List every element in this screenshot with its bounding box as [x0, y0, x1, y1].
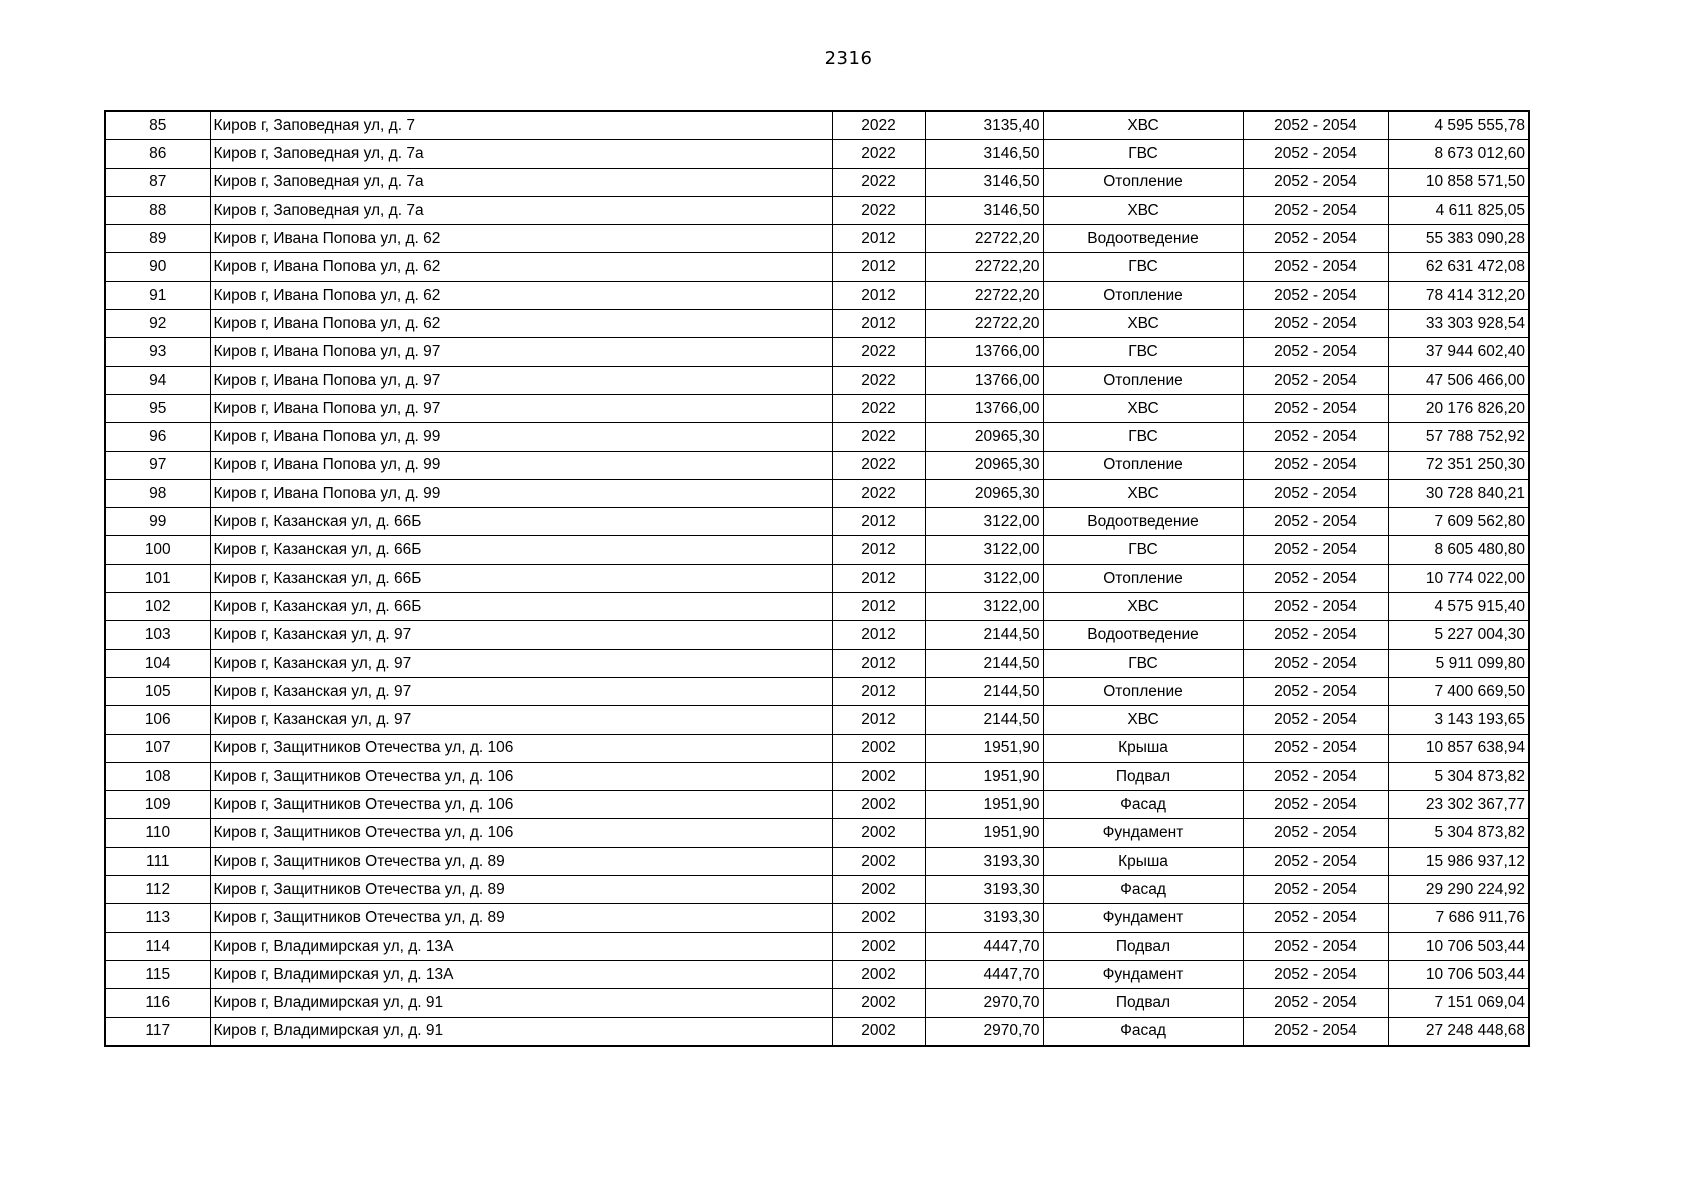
cost-cell: 8 673 012,60 — [1388, 140, 1529, 168]
period-cell: 2052 - 2054 — [1243, 1017, 1388, 1046]
row-number-cell: 106 — [105, 706, 210, 734]
cost-cell: 27 248 448,68 — [1388, 1017, 1529, 1046]
year-cell: 2012 — [832, 621, 925, 649]
cost-cell: 57 788 752,92 — [1388, 423, 1529, 451]
table-row — [105, 649, 1529, 677]
period-cell: 2052 - 2054 — [1243, 932, 1388, 960]
period-cell: 2052 - 2054 — [1243, 621, 1388, 649]
area-cell: 2144,50 — [925, 621, 1043, 649]
area-cell: 3122,00 — [925, 508, 1043, 536]
work-type-cell: Фасад — [1043, 791, 1243, 819]
row-number-cell: 117 — [105, 1017, 210, 1046]
cost-cell: 72 351 250,30 — [1388, 451, 1529, 479]
table-row — [105, 310, 1529, 338]
work-type-cell: Водоотведение — [1043, 508, 1243, 536]
table-row — [105, 960, 1529, 988]
register-table — [104, 110, 1530, 1047]
area-cell: 4447,70 — [925, 932, 1043, 960]
year-cell: 2022 — [832, 366, 925, 394]
cost-cell: 10 706 503,44 — [1388, 932, 1529, 960]
period-cell: 2052 - 2054 — [1243, 593, 1388, 621]
row-number-cell: 94 — [105, 366, 210, 394]
cost-cell: 5 911 099,80 — [1388, 649, 1529, 677]
area-cell: 3122,00 — [925, 593, 1043, 621]
year-cell: 2022 — [832, 479, 925, 507]
table-row — [105, 536, 1529, 564]
year-cell: 2022 — [832, 140, 925, 168]
year-cell: 2022 — [832, 338, 925, 366]
period-cell: 2052 - 2054 — [1243, 225, 1388, 253]
area-cell: 3135,40 — [925, 111, 1043, 140]
cost-cell: 15 986 937,12 — [1388, 847, 1529, 875]
year-cell: 2012 — [832, 281, 925, 309]
year-cell: 2012 — [832, 649, 925, 677]
period-cell: 2052 - 2054 — [1243, 649, 1388, 677]
work-type-cell: ХВС — [1043, 479, 1243, 507]
period-cell: 2052 - 2054 — [1243, 819, 1388, 847]
row-number-cell: 103 — [105, 621, 210, 649]
year-cell: 2022 — [832, 451, 925, 479]
row-number-cell: 90 — [105, 253, 210, 281]
address-cell: Киров г, Защитников Отечества ул, д. 89 — [210, 847, 832, 875]
work-type-cell: Фундамент — [1043, 904, 1243, 932]
area-cell: 2144,50 — [925, 706, 1043, 734]
work-type-cell: Отопление — [1043, 564, 1243, 592]
area-cell: 2970,70 — [925, 989, 1043, 1017]
cost-cell: 3 143 193,65 — [1388, 706, 1529, 734]
period-cell: 2052 - 2054 — [1243, 111, 1388, 140]
row-number-cell: 114 — [105, 932, 210, 960]
cost-cell: 10 706 503,44 — [1388, 960, 1529, 988]
address-cell: Киров г, Казанская ул, д. 97 — [210, 677, 832, 705]
table-row — [105, 791, 1529, 819]
work-type-cell: ХВС — [1043, 196, 1243, 224]
row-number-cell: 105 — [105, 677, 210, 705]
table-row — [105, 621, 1529, 649]
row-number-cell: 98 — [105, 479, 210, 507]
cost-cell: 29 290 224,92 — [1388, 876, 1529, 904]
area-cell: 3146,50 — [925, 196, 1043, 224]
work-type-cell: ХВС — [1043, 310, 1243, 338]
work-type-cell: Водоотведение — [1043, 621, 1243, 649]
cost-cell: 8 605 480,80 — [1388, 536, 1529, 564]
table-row — [105, 819, 1529, 847]
area-cell: 2144,50 — [925, 649, 1043, 677]
work-type-cell: Отопление — [1043, 366, 1243, 394]
address-cell: Киров г, Ивана Попова ул, д. 97 — [210, 338, 832, 366]
year-cell: 2022 — [832, 168, 925, 196]
table-row — [105, 508, 1529, 536]
work-type-cell: Отопление — [1043, 451, 1243, 479]
cost-cell: 30 728 840,21 — [1388, 479, 1529, 507]
cost-cell: 7 400 669,50 — [1388, 677, 1529, 705]
address-cell: Киров г, Казанская ул, д. 66Б — [210, 536, 832, 564]
table-row — [105, 989, 1529, 1017]
period-cell: 2052 - 2054 — [1243, 451, 1388, 479]
year-cell: 2002 — [832, 791, 925, 819]
address-cell: Киров г, Казанская ул, д. 97 — [210, 649, 832, 677]
year-cell: 2002 — [832, 819, 925, 847]
year-cell: 2012 — [832, 593, 925, 621]
work-type-cell: Фундамент — [1043, 960, 1243, 988]
year-cell: 2012 — [832, 253, 925, 281]
area-cell: 3122,00 — [925, 564, 1043, 592]
table-row — [105, 847, 1529, 875]
work-type-cell: Подвал — [1043, 762, 1243, 790]
work-type-cell: Водоотведение — [1043, 225, 1243, 253]
area-cell: 3193,30 — [925, 876, 1043, 904]
period-cell: 2052 - 2054 — [1243, 791, 1388, 819]
year-cell: 2022 — [832, 111, 925, 140]
year-cell: 2012 — [832, 706, 925, 734]
address-cell: Киров г, Владимирская ул, д. 91 — [210, 989, 832, 1017]
year-cell: 2002 — [832, 734, 925, 762]
cost-cell: 10 774 022,00 — [1388, 564, 1529, 592]
period-cell: 2052 - 2054 — [1243, 876, 1388, 904]
address-cell: Киров г, Защитников Отечества ул, д. 106 — [210, 762, 832, 790]
table-row — [105, 593, 1529, 621]
period-cell: 2052 - 2054 — [1243, 536, 1388, 564]
cost-cell: 37 944 602,40 — [1388, 338, 1529, 366]
year-cell: 2002 — [832, 876, 925, 904]
period-cell: 2052 - 2054 — [1243, 734, 1388, 762]
year-cell: 2022 — [832, 196, 925, 224]
table-row — [105, 394, 1529, 422]
area-cell: 22722,20 — [925, 225, 1043, 253]
cost-cell: 10 857 638,94 — [1388, 734, 1529, 762]
table-row — [105, 423, 1529, 451]
work-type-cell: Фасад — [1043, 876, 1243, 904]
year-cell: 2002 — [832, 847, 925, 875]
period-cell: 2052 - 2054 — [1243, 423, 1388, 451]
work-type-cell: ГВС — [1043, 423, 1243, 451]
year-cell: 2012 — [832, 225, 925, 253]
table-row — [105, 876, 1529, 904]
work-type-cell: ГВС — [1043, 649, 1243, 677]
period-cell: 2052 - 2054 — [1243, 989, 1388, 1017]
period-cell: 2052 - 2054 — [1243, 394, 1388, 422]
period-cell: 2052 - 2054 — [1243, 508, 1388, 536]
address-cell: Киров г, Ивана Попова ул, д. 62 — [210, 225, 832, 253]
table-row — [105, 451, 1529, 479]
table-row — [105, 111, 1529, 140]
row-number-cell: 113 — [105, 904, 210, 932]
cost-cell: 10 858 571,50 — [1388, 168, 1529, 196]
cost-cell: 7 609 562,80 — [1388, 508, 1529, 536]
work-type-cell: ХВС — [1043, 394, 1243, 422]
period-cell: 2052 - 2054 — [1243, 564, 1388, 592]
cost-cell: 23 302 367,77 — [1388, 791, 1529, 819]
table-row — [105, 677, 1529, 705]
work-type-cell: Отопление — [1043, 281, 1243, 309]
work-type-cell: Фундамент — [1043, 819, 1243, 847]
table-row — [105, 253, 1529, 281]
table-row — [105, 225, 1529, 253]
cost-cell: 7 151 069,04 — [1388, 989, 1529, 1017]
year-cell: 2012 — [832, 508, 925, 536]
period-cell: 2052 - 2054 — [1243, 960, 1388, 988]
row-number-cell: 110 — [105, 819, 210, 847]
address-cell: Киров г, Владимирская ул, д. 13А — [210, 932, 832, 960]
period-cell: 2052 - 2054 — [1243, 904, 1388, 932]
row-number-cell: 95 — [105, 394, 210, 422]
period-cell: 2052 - 2054 — [1243, 253, 1388, 281]
cost-cell: 55 383 090,28 — [1388, 225, 1529, 253]
area-cell: 22722,20 — [925, 310, 1043, 338]
area-cell: 1951,90 — [925, 762, 1043, 790]
address-cell: Киров г, Ивана Попова ул, д. 97 — [210, 394, 832, 422]
address-cell: Киров г, Заповедная ул, д. 7а — [210, 140, 832, 168]
work-type-cell: ГВС — [1043, 140, 1243, 168]
work-type-cell: Отопление — [1043, 168, 1243, 196]
address-cell: Киров г, Казанская ул, д. 97 — [210, 621, 832, 649]
table-row — [105, 762, 1529, 790]
row-number-cell: 92 — [105, 310, 210, 338]
year-cell: 2002 — [832, 932, 925, 960]
table-row — [105, 140, 1529, 168]
work-type-cell: Крыша — [1043, 734, 1243, 762]
row-number-cell: 115 — [105, 960, 210, 988]
address-cell: Киров г, Владимирская ул, д. 13А — [210, 960, 832, 988]
address-cell: Киров г, Защитников Отечества ул, д. 89 — [210, 876, 832, 904]
address-cell: Киров г, Заповедная ул, д. 7а — [210, 168, 832, 196]
work-type-cell: Отопление — [1043, 677, 1243, 705]
page-number: 2316 — [824, 48, 873, 69]
row-number-cell: 97 — [105, 451, 210, 479]
work-type-cell: ГВС — [1043, 253, 1243, 281]
address-cell: Киров г, Защитников Отечества ул, д. 106 — [210, 791, 832, 819]
period-cell: 2052 - 2054 — [1243, 338, 1388, 366]
work-type-cell: Крыша — [1043, 847, 1243, 875]
year-cell: 2012 — [832, 564, 925, 592]
address-cell: Киров г, Заповедная ул, д. 7 — [210, 111, 832, 140]
address-cell: Киров г, Защитников Отечества ул, д. 89 — [210, 904, 832, 932]
work-type-cell: ХВС — [1043, 593, 1243, 621]
table-row — [105, 168, 1529, 196]
address-cell: Киров г, Заповедная ул, д. 7а — [210, 196, 832, 224]
work-type-cell: Фасад — [1043, 1017, 1243, 1046]
area-cell: 3146,50 — [925, 140, 1043, 168]
row-number-cell: 99 — [105, 508, 210, 536]
table-row — [105, 1017, 1529, 1046]
area-cell: 13766,00 — [925, 366, 1043, 394]
row-number-cell: 86 — [105, 140, 210, 168]
row-number-cell: 101 — [105, 564, 210, 592]
period-cell: 2052 - 2054 — [1243, 677, 1388, 705]
cost-cell: 4 575 915,40 — [1388, 593, 1529, 621]
cost-cell: 5 304 873,82 — [1388, 762, 1529, 790]
work-type-cell: Подвал — [1043, 989, 1243, 1017]
work-type-cell: ГВС — [1043, 338, 1243, 366]
cost-cell: 20 176 826,20 — [1388, 394, 1529, 422]
work-type-cell: ГВС — [1043, 536, 1243, 564]
row-number-cell: 85 — [105, 111, 210, 140]
row-number-cell: 91 — [105, 281, 210, 309]
year-cell: 2002 — [832, 762, 925, 790]
row-number-cell: 87 — [105, 168, 210, 196]
work-type-cell: ХВС — [1043, 706, 1243, 734]
area-cell: 3146,50 — [925, 168, 1043, 196]
address-cell: Киров г, Казанская ул, д. 66Б — [210, 508, 832, 536]
row-number-cell: 88 — [105, 196, 210, 224]
table-row — [105, 706, 1529, 734]
register-table-body — [105, 111, 1529, 1046]
table-row — [105, 281, 1529, 309]
cost-cell: 4 611 825,05 — [1388, 196, 1529, 224]
address-cell: Киров г, Казанская ул, д. 97 — [210, 706, 832, 734]
table-row — [105, 904, 1529, 932]
row-number-cell: 108 — [105, 762, 210, 790]
address-cell: Киров г, Ивана Попова ул, д. 62 — [210, 281, 832, 309]
row-number-cell: 116 — [105, 989, 210, 1017]
address-cell: Киров г, Защитников Отечества ул, д. 106 — [210, 734, 832, 762]
address-cell: Киров г, Казанская ул, д. 66Б — [210, 564, 832, 592]
period-cell: 2052 - 2054 — [1243, 762, 1388, 790]
address-cell: Киров г, Ивана Попова ул, д. 99 — [210, 479, 832, 507]
table-row — [105, 734, 1529, 762]
area-cell: 13766,00 — [925, 394, 1043, 422]
cost-cell: 78 414 312,20 — [1388, 281, 1529, 309]
row-number-cell: 109 — [105, 791, 210, 819]
period-cell: 2052 - 2054 — [1243, 196, 1388, 224]
row-number-cell: 111 — [105, 847, 210, 875]
year-cell: 2002 — [832, 989, 925, 1017]
address-cell: Киров г, Ивана Попова ул, д. 97 — [210, 366, 832, 394]
area-cell: 3193,30 — [925, 904, 1043, 932]
area-cell: 22722,20 — [925, 253, 1043, 281]
period-cell: 2052 - 2054 — [1243, 168, 1388, 196]
address-cell: Киров г, Ивана Попова ул, д. 62 — [210, 253, 832, 281]
row-number-cell: 93 — [105, 338, 210, 366]
table-row — [105, 932, 1529, 960]
area-cell: 1951,90 — [925, 819, 1043, 847]
year-cell: 2002 — [832, 960, 925, 988]
period-cell: 2052 - 2054 — [1243, 140, 1388, 168]
period-cell: 2052 - 2054 — [1243, 281, 1388, 309]
year-cell: 2002 — [832, 1017, 925, 1046]
cost-cell: 4 595 555,78 — [1388, 111, 1529, 140]
table-row — [105, 366, 1529, 394]
row-number-cell: 112 — [105, 876, 210, 904]
address-cell: Киров г, Ивана Попова ул, д. 99 — [210, 423, 832, 451]
row-number-cell: 102 — [105, 593, 210, 621]
area-cell: 13766,00 — [925, 338, 1043, 366]
area-cell: 20965,30 — [925, 451, 1043, 479]
cost-cell: 7 686 911,76 — [1388, 904, 1529, 932]
year-cell: 2022 — [832, 423, 925, 451]
period-cell: 2052 - 2054 — [1243, 310, 1388, 338]
area-cell: 20965,30 — [925, 479, 1043, 507]
area-cell: 1951,90 — [925, 791, 1043, 819]
table-row — [105, 564, 1529, 592]
address-cell: Киров г, Ивана Попова ул, д. 99 — [210, 451, 832, 479]
address-cell: Киров г, Казанская ул, д. 66Б — [210, 593, 832, 621]
period-cell: 2052 - 2054 — [1243, 847, 1388, 875]
work-type-cell: Подвал — [1043, 932, 1243, 960]
row-number-cell: 89 — [105, 225, 210, 253]
area-cell: 2144,50 — [925, 677, 1043, 705]
cost-cell: 5 304 873,82 — [1388, 819, 1529, 847]
row-number-cell: 100 — [105, 536, 210, 564]
period-cell: 2052 - 2054 — [1243, 479, 1388, 507]
address-cell: Киров г, Ивана Попова ул, д. 62 — [210, 310, 832, 338]
table-row — [105, 196, 1529, 224]
cost-cell: 5 227 004,30 — [1388, 621, 1529, 649]
row-number-cell: 104 — [105, 649, 210, 677]
area-cell: 3193,30 — [925, 847, 1043, 875]
work-type-cell: ХВС — [1043, 111, 1243, 140]
table-row — [105, 479, 1529, 507]
area-cell: 22722,20 — [925, 281, 1043, 309]
row-number-cell: 107 — [105, 734, 210, 762]
period-cell: 2052 - 2054 — [1243, 706, 1388, 734]
year-cell: 2012 — [832, 677, 925, 705]
year-cell: 2002 — [832, 904, 925, 932]
cost-cell: 62 631 472,08 — [1388, 253, 1529, 281]
area-cell: 1951,90 — [925, 734, 1043, 762]
cost-cell: 33 303 928,54 — [1388, 310, 1529, 338]
area-cell: 4447,70 — [925, 960, 1043, 988]
cost-cell: 47 506 466,00 — [1388, 366, 1529, 394]
address-cell: Киров г, Защитников Отечества ул, д. 106 — [210, 819, 832, 847]
area-cell: 2970,70 — [925, 1017, 1043, 1046]
year-cell: 2012 — [832, 536, 925, 564]
year-cell: 2022 — [832, 394, 925, 422]
area-cell: 20965,30 — [925, 423, 1043, 451]
year-cell: 2012 — [832, 310, 925, 338]
period-cell: 2052 - 2054 — [1243, 366, 1388, 394]
table-row — [105, 338, 1529, 366]
address-cell: Киров г, Владимирская ул, д. 91 — [210, 1017, 832, 1046]
row-number-cell: 96 — [105, 423, 210, 451]
area-cell: 3122,00 — [925, 536, 1043, 564]
